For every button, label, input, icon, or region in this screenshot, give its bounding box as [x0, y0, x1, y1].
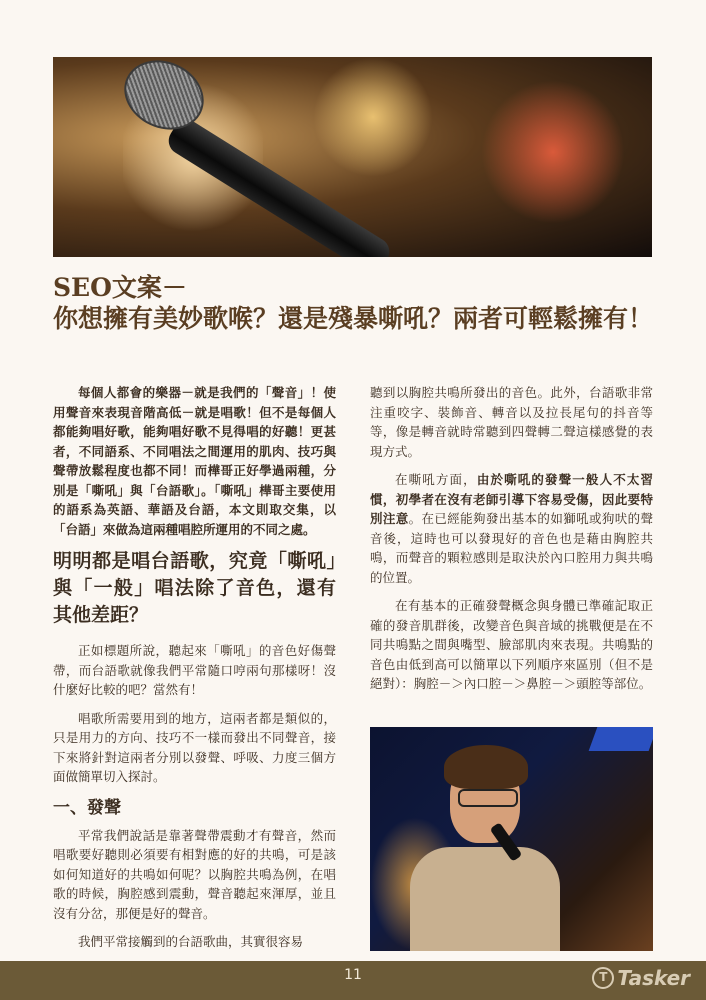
intro-paragraph: 每個人都會的樂器－就是我們的「聲音」！使用聲音來表現音階高低－就是唱歌！但不是每個人都能夠唱好歌，能夠唱好歌不見得唱的好聽！更甚者，不同語系、不同唱法之間運用的肌肉、技巧與聲帶放鬆程度也都不同！而樺哥正好學過兩種，分別是「嘶吼」與「台語歌」。「嘶吼」樺哥主要使用的語系為英語、華語及台語，本文則取交集，以「台語」來做為這兩種唱腔所運用的不同之處。: [53, 385, 336, 537]
singer-body: [410, 847, 560, 951]
warning-text: 由於嘶吼的發聲一般人不太習慣，初學者在沒有老師引導下容易受傷，因此要特別注意: [370, 472, 653, 526]
paragraph: 在有基本的正確發聲概念與身體已準確記取正確的發音肌群後，改變音色與音域的挑戰便是在不同共鳴點之間與嘴型、臉部肌肉來表現。共鳴點的音色由低到高可以簡單以下列順序來區別（但不是絕對）：胸腔－＞內口腔－＞鼻腔－＞頭腔等部位。: [370, 598, 653, 691]
paragraph-text: 在嘶吼方面，: [395, 472, 477, 487]
singer-hair: [444, 745, 528, 789]
title-text: SEO文案－ 你想擁有美妙歌喉？還是殘暴嘶吼？兩者可輕鬆擁有！: [53, 273, 654, 333]
hero-microphone-photo: [53, 57, 652, 257]
paragraph: 我們平常接觸到的台語歌曲，其實很容易: [78, 934, 304, 949]
singer-glasses: [458, 789, 518, 807]
logo-text: Tasker: [617, 966, 690, 990]
stage-light: [473, 77, 633, 227]
paragraph: 平常我們說話是靠著聲帶震動才有聲音，然而唱歌要好聽則必須要有相對應的好的共鳴，可是該如何知道好的共鳴如何呢？以胸腔共鳴為例，在唱歌的時候，胸腔感到震動，聲音聽起來渾厚，並且沒有分岔，那便是好的聲音。: [53, 827, 336, 921]
stage-light: [313, 57, 433, 177]
page-title: [53, 272, 663, 334]
paragraph: 唱歌所需要用到的地方，這兩者都是類似的，只是用力的方向、技巧不一樣而發出不同聲音，接下來將針對這兩者分別以發聲、呼吸、力度三個方面做簡單切入探討。: [53, 710, 336, 784]
paragraph: 聽到以胸腔共鳴所發出的音色。此外，台語歌非常注重咬字、裝飾音、轉音以及拉長尾句的抖音等等，像是轉音就時常聽到四聲轉二聲這樣感覺的表現方式。: [370, 385, 653, 459]
page-number: 11: [344, 967, 362, 983]
left-column: [53, 383, 336, 961]
singer-photo: [370, 727, 653, 951]
paragraph: 正如標題所說，聽起來「嘶吼」的音色好傷聲帶，而台語歌就像我們平常隨口哼兩句那樣呀！沒什麼好比較的吧？當然有！: [53, 643, 336, 697]
stage-light: [589, 727, 653, 751]
tasker-logo: [592, 966, 690, 990]
right-column: [370, 383, 653, 703]
tasker-logo-icon: T: [592, 967, 614, 989]
paragraph-text: 。在已經能夠發出基本的如獅吼或狗吠的聲音後，這時也可以發現好的音色也是藉由胸腔共鳴，而聲音的顆粒感則是取決於內口腔用力與共鳴的位置。: [370, 511, 653, 585]
paragraph: [370, 470, 653, 587]
section-heading: 明明都是唱台語歌，究竟「嘶吼」與「一般」唱法除了音色，還有其他差距？: [53, 550, 336, 626]
subsection-heading: 一、發聲: [53, 797, 121, 818]
